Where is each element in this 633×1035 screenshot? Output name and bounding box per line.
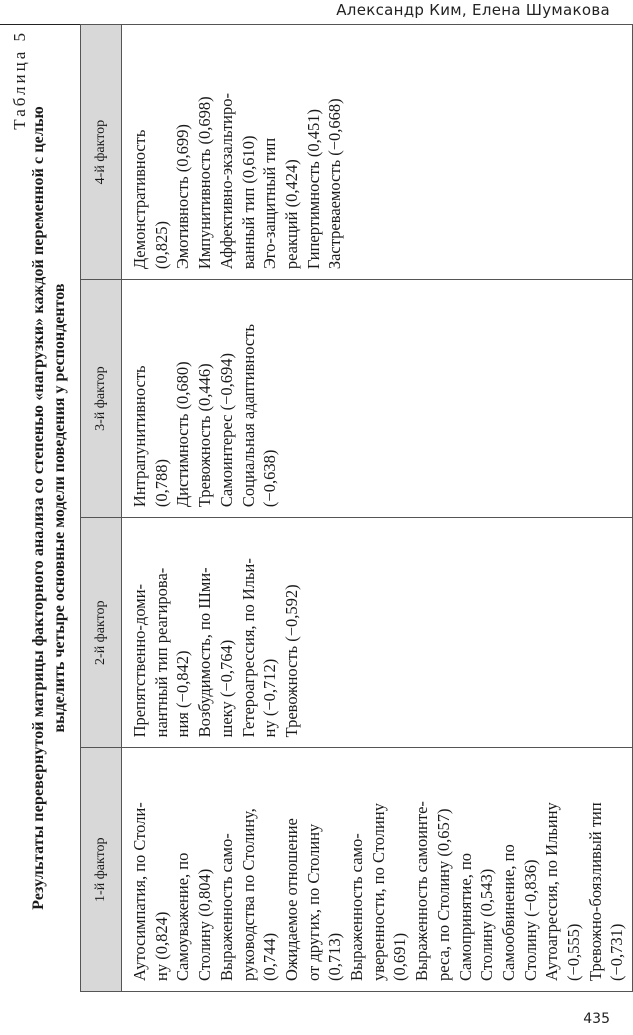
cell-line: шеку (−0,764) [216,639,236,738]
cell-line: от других, по Столину [303,823,323,981]
cell-line: Демонстративность [130,129,149,270]
table-label: Таблица 5 [10,30,29,130]
column-header-factor-4: 4-й фактор [81,25,122,280]
cell-line: Тревожность (0,446) [195,363,215,508]
cell-line: уверенности, по Столину [368,803,388,981]
cell-line: (0,825) [151,221,171,270]
cell-line: (−0,731) [607,923,627,981]
table-caption-line-2: выделить четыре основные модели поведения у респондентов [51,283,68,733]
cell-line: Гипертимность (0,451) [303,108,323,270]
cell-factor-4 [122,25,633,280]
column-header-factor-3: 3-й фактор [81,280,122,518]
cell-line: Столину (0,543) [477,868,497,981]
cell-line: Самоуважение, по [173,852,193,981]
cell-line: реса, по Столину (0,657) [433,808,453,981]
cell-line: Аутосимпатия, по Столи- [130,802,149,981]
factor-table [80,24,633,992]
cell-factor-3 [122,280,633,518]
cell-line: Импунитивность (0,698) [195,96,215,270]
cell-line: реакций (0,424) [281,159,301,270]
cell-line: Интрапунитивность [130,365,149,508]
rotated-table-block [10,24,627,992]
cell-line: (0,691) [390,932,410,981]
cell-line: руководства по Столину, [238,808,258,981]
cell-line: Эго-защитный тип [260,137,280,270]
running-head-authors: Александр Ким, Елена Шумакова [336,1,610,19]
cell-line: (−0,555) [564,923,584,981]
cell-line: Столину (−0,836) [520,859,540,981]
cell-factor-1 [122,748,633,992]
cell-line: Препятственно-доми- [130,583,149,738]
cell-line: Выраженность самоинте- [412,801,432,981]
cell-line: ну (−0,712) [260,658,280,738]
cell-line: Гетероагрессия, по Ильи- [238,558,258,738]
cell-line: Самообвинение, по [498,844,518,981]
cell-line: ванный тип (0,610) [238,135,258,270]
table-caption-line-1: Результаты перевернутой матрицы факторного анализа со степенью «нагрузки» каждой переменной с целью [30,106,47,910]
table-row [122,25,633,992]
cell-line: Самоинтерес (−0,694) [216,353,236,508]
cell-line: ну (0,824) [151,911,171,981]
cell-line: Выраженность само- [216,833,236,981]
cell-line: (0,788) [151,458,171,508]
cell-line: Аутоагрессия, по Ильину [542,802,562,981]
cell-line: Ожидаемое отношение [281,818,301,981]
cell-line: Тревожность (−0,592) [281,584,301,738]
cell-line: Самопринятие, по [455,852,475,981]
table-header-row [81,25,122,992]
cell-line: Эмотивность (0,699) [173,124,193,270]
cell-line: Социальная адаптивность [238,324,258,508]
cell-line: (0,713) [325,932,345,981]
cell-line: Аффективно-экзальтиро- [216,93,236,270]
cell-line: Выраженность само- [347,833,367,981]
page-number: 435 [583,1011,610,1027]
cell-line: (0,744) [260,932,280,981]
cell-line: нантный тип реагирова- [151,567,171,738]
cell-factor-2 [122,518,633,748]
cell-line: Дистимность (0,680) [173,361,193,508]
column-header-factor-2: 2-й фактор [81,518,122,748]
cell-line: Возбудимость, по Шми- [195,567,215,738]
cell-line: (−0,638) [260,449,280,508]
running-head [0,0,620,25]
cell-line: ния (−0,842) [173,650,193,738]
cell-line: Столину (0,804) [195,868,215,981]
cell-line: Застреваемость (−0,668) [325,98,345,270]
column-header-factor-1: 1-й фактор [81,748,122,992]
cell-line: Тревожно-боязливый тип [585,802,605,981]
